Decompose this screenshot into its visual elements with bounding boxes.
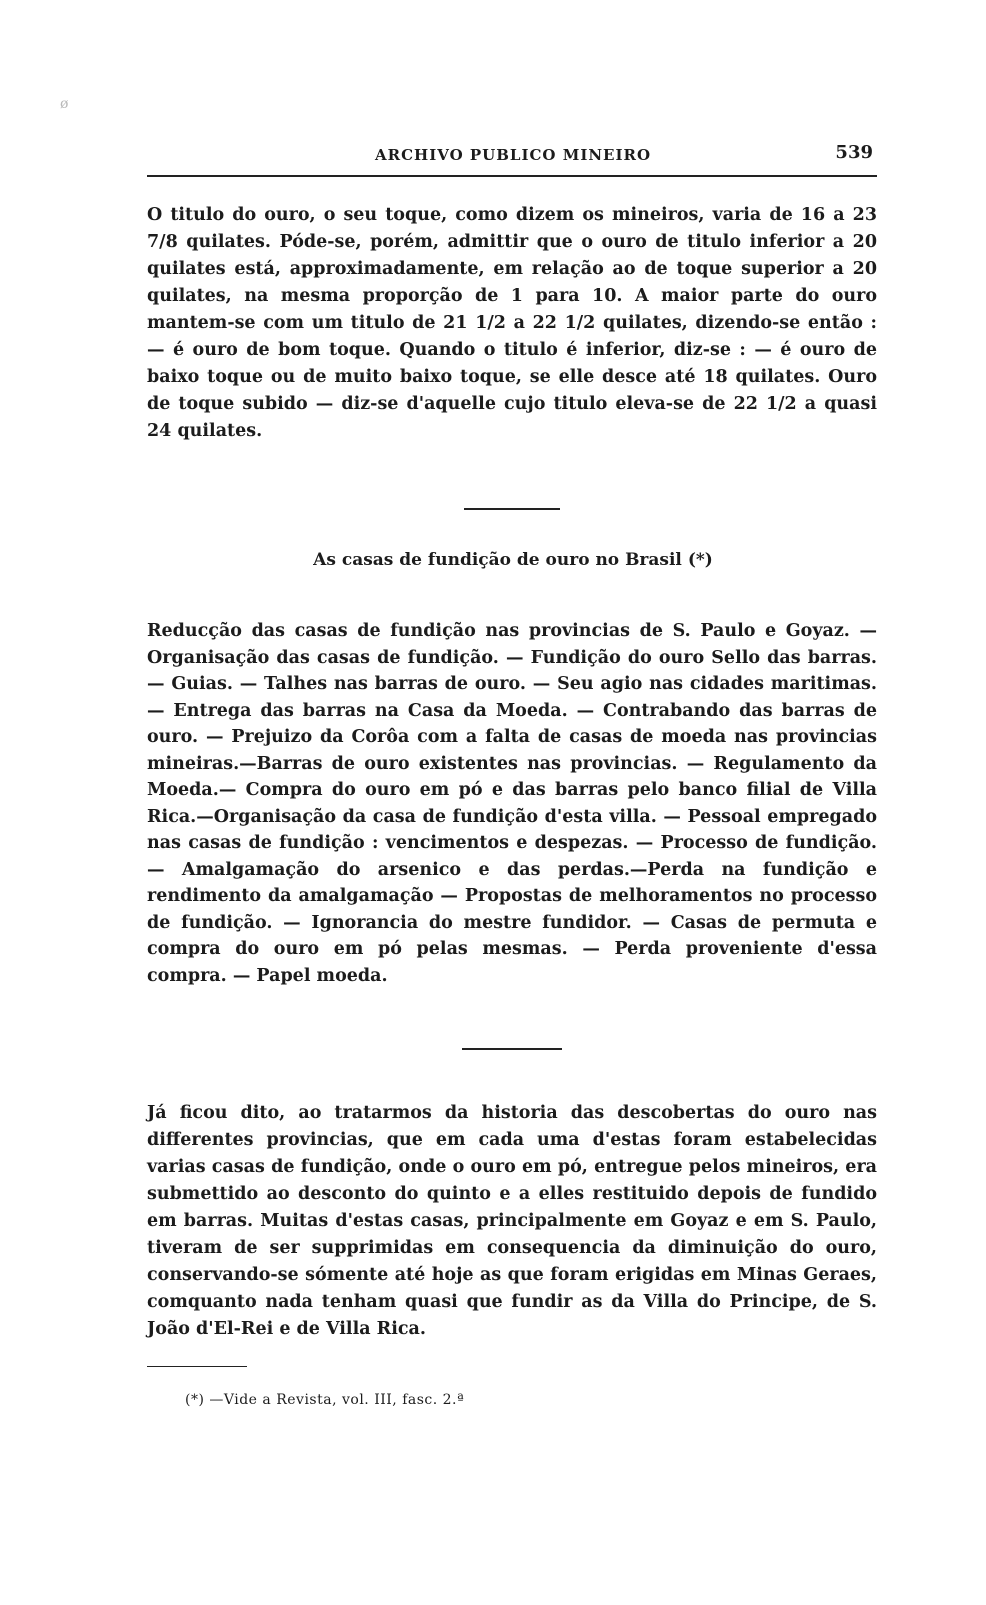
section-divider: [462, 1048, 562, 1050]
footnote-marker: (*): [687, 550, 713, 570]
footnote: (*) —Vide a Revista, vol. III, fasc. 2.ª: [185, 1392, 465, 1408]
scan-speck: ø: [60, 96, 69, 112]
page-number: 539: [835, 142, 873, 163]
footnote-rule: [147, 1366, 247, 1367]
section-heading: [147, 550, 879, 570]
section-title: As casas de fundição de ouro no Brasil: [313, 550, 682, 570]
header-rule: [147, 175, 877, 177]
summary-paragraph: Reducção das casas de fundição nas provincias de S. Paulo e Goyaz. — Organisação das casas de fundição. — Fundição do ouro Sello das barras. — Guias. — Talhes nas barras de ouro. — Seu agio nas cidades maritimas. — Entrega das barras na Casa da Moeda. — Contrabando das barras de ouro. — Prejuizo da Corôa com a falta de casas de moeda nas provincias mineiras.—Barras de ouro existentes nas provincias. — Regulamento da Moeda.— Compra do ouro em pó e das barras pelo banco filial de Villa Rica.—Organisação da casa de fundição d'esta villa. — Pessoal empregado nas casas de fundição : vencimentos e despezas. — Processo de fundição. — Amalgamação do arsenico e das perdas.—Perda na fundição e rendimento da amalgamação — Propostas de melhoramentos no processo de fundição. — Ignorancia do mestre fundidor. — Casas de permuta e compra do ouro em pó pelas mesmas. — Perda proveniente d'essa compra. — Papel moeda.: [147, 621, 877, 986]
page-header: [147, 142, 879, 168]
intro-paragraph: O titulo do ouro, o seu toque, como dizem os mineiros, varia de 16 a 23 7/8 quilates. Póde-se, porém, admittir que o ouro de titulo inferior a 20 quilates está, approximadamente, em relação ao de toque superior a 20 quilates, na mesma proporção de 1 para 10. A maior parte do ouro mantem-se com um titulo de 21 1/2 a 22 1/2 quilates, dizendo-se então : — é ouro de bom toque. Quando o titulo é inferior, diz-se : — é ouro de baixo toque ou de muito baixo toque, se elle desce até 18 quilates. Ouro de toque subido — diz-se d'aquelle cujo titulo eleva-se de 22 1/2 a quasi 24 quilates.: [147, 205, 877, 441]
body-paragraph: Já ficou dito, ao tratarmos da historia das descobertas do ouro nas differentes provincias, que em cada uma d'estas foram estabelecidas varias casas de fundição, onde o ouro em pó, entregue pelos mineiros, era submettido ao desconto do quinto e a elles restituido depois de fundido em barras. Muitas d'estas casas, principalmente em Goyaz e em S. Paulo, tiveram de ser supprimidas em consequencia da diminuição do ouro, conservando-se sómente até hoje as que foram erigidas em Minas Geraes, comquanto nada tenham quasi que fundir as da Villa do Principe, de S. João d'El-Rei e de Villa Rica.: [147, 1103, 877, 1339]
running-title: ARCHIVO PUBLICO MINEIRO: [375, 146, 652, 164]
section-divider: [464, 508, 560, 510]
